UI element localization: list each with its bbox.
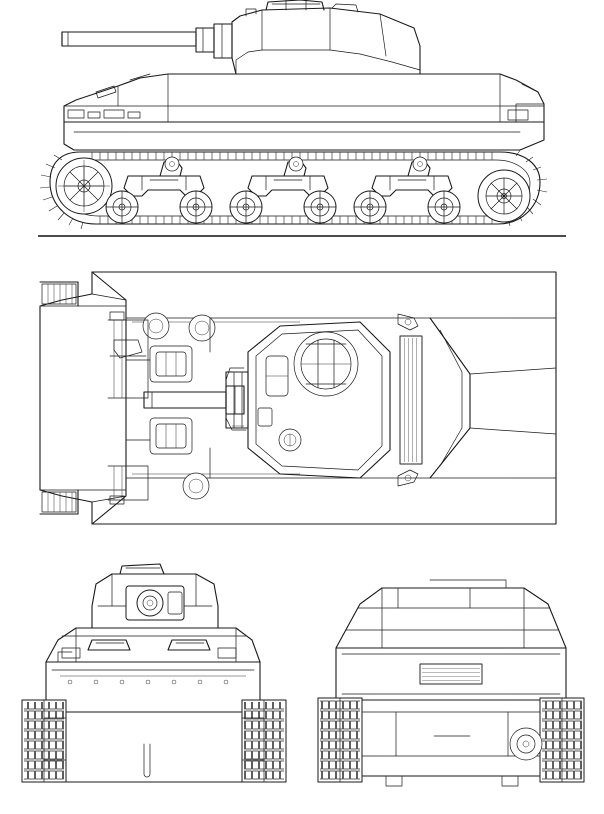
hull-upper-front bbox=[46, 628, 260, 662]
rear-detail-side bbox=[508, 84, 538, 120]
bogie-assembly-1 bbox=[106, 160, 212, 223]
rear-view bbox=[318, 580, 584, 786]
bow-plate-plan-lower bbox=[108, 466, 148, 500]
track-left-rear bbox=[318, 698, 362, 782]
engine-deck-rear bbox=[336, 588, 566, 648]
drive-sprocket bbox=[478, 170, 530, 222]
exhaust-deflector-rear bbox=[420, 664, 482, 684]
loader-hatch-plan bbox=[266, 356, 288, 396]
mantlet-plan bbox=[226, 372, 248, 428]
codriver-hatch-plan bbox=[150, 418, 192, 454]
idler-wheel bbox=[56, 158, 112, 214]
sprocket-hubs-front bbox=[44, 718, 264, 760]
rear-deck-plan bbox=[430, 318, 556, 478]
hull-lower-side bbox=[64, 122, 544, 150]
track-right-front bbox=[242, 700, 286, 782]
final-drive-front bbox=[46, 652, 260, 712]
turret-ring-plan bbox=[226, 368, 246, 430]
engine-deck-grille-plan bbox=[400, 336, 422, 464]
codriver-hood-front bbox=[168, 640, 210, 650]
periscope-domes-plan bbox=[143, 313, 215, 499]
turret-side bbox=[232, 8, 420, 74]
deck-hatch-rear bbox=[398, 580, 506, 608]
fenders-plan bbox=[40, 282, 78, 514]
track-left-front bbox=[22, 700, 66, 782]
driver-hatch-plan bbox=[150, 346, 192, 382]
tow-hooks-rear bbox=[386, 776, 518, 786]
bow-plate-plan bbox=[108, 320, 148, 398]
main-gun-barrel bbox=[62, 24, 232, 58]
driver-hood-front bbox=[88, 640, 130, 650]
turret-pistol-port-plan bbox=[258, 408, 272, 426]
bogie-assembly-2 bbox=[230, 160, 336, 223]
front-view bbox=[22, 564, 286, 782]
hull-lower-front bbox=[58, 712, 250, 782]
side-view bbox=[38, 0, 566, 236]
cupola-plan bbox=[294, 332, 358, 396]
gun-barrel-plan bbox=[144, 386, 244, 414]
bow-detail bbox=[68, 110, 140, 118]
mantlet-front bbox=[126, 586, 184, 620]
top-view bbox=[40, 272, 556, 524]
bogie-assembly-3 bbox=[354, 160, 460, 223]
hull-superstructure-side bbox=[64, 74, 544, 122]
ventilator-plan bbox=[279, 429, 301, 451]
cupola-front bbox=[120, 564, 164, 574]
track-right-rear bbox=[540, 698, 584, 782]
idler-hub-rear bbox=[510, 728, 542, 760]
